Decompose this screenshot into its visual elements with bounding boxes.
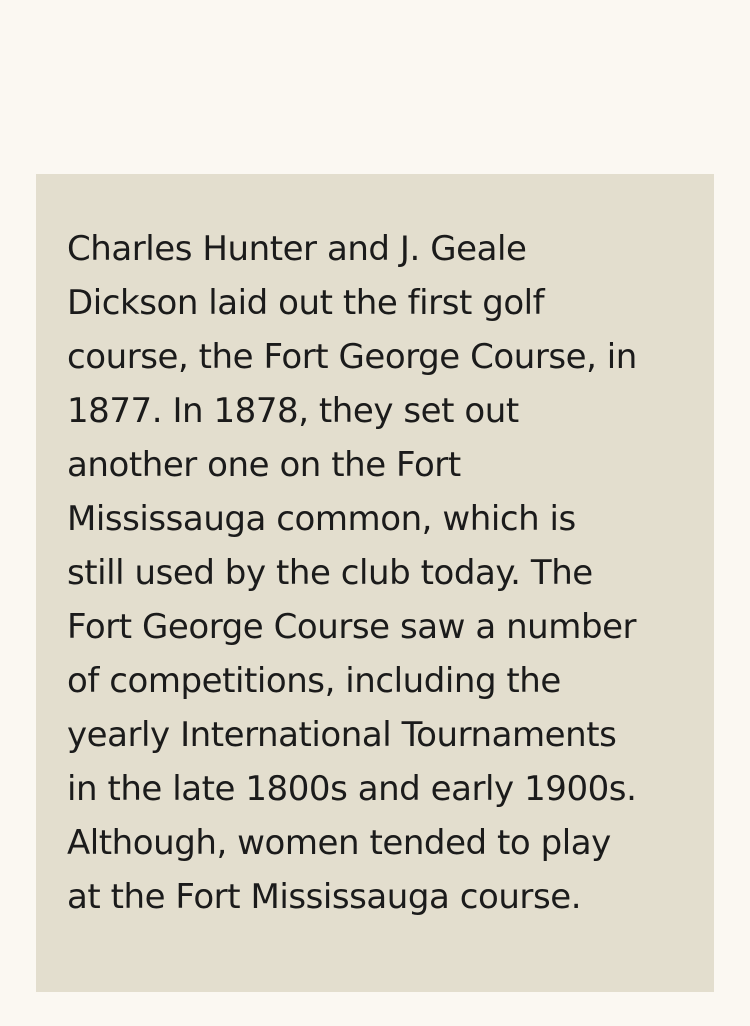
history-paragraph: Charles Hunter and J. Geale Dickson laid out the first golf course, the Fort George Course, in 1877. In 1878, they set out another one on the Fort Mississauga common, which is still used by the club today. The Fort George Course saw a number of competitions, including the yearly International Tournaments in the late 1800s and early 1900s. Although, women tended to play at the Fort Mississauga course. <box>67 229 637 917</box>
text-panel <box>36 174 714 992</box>
